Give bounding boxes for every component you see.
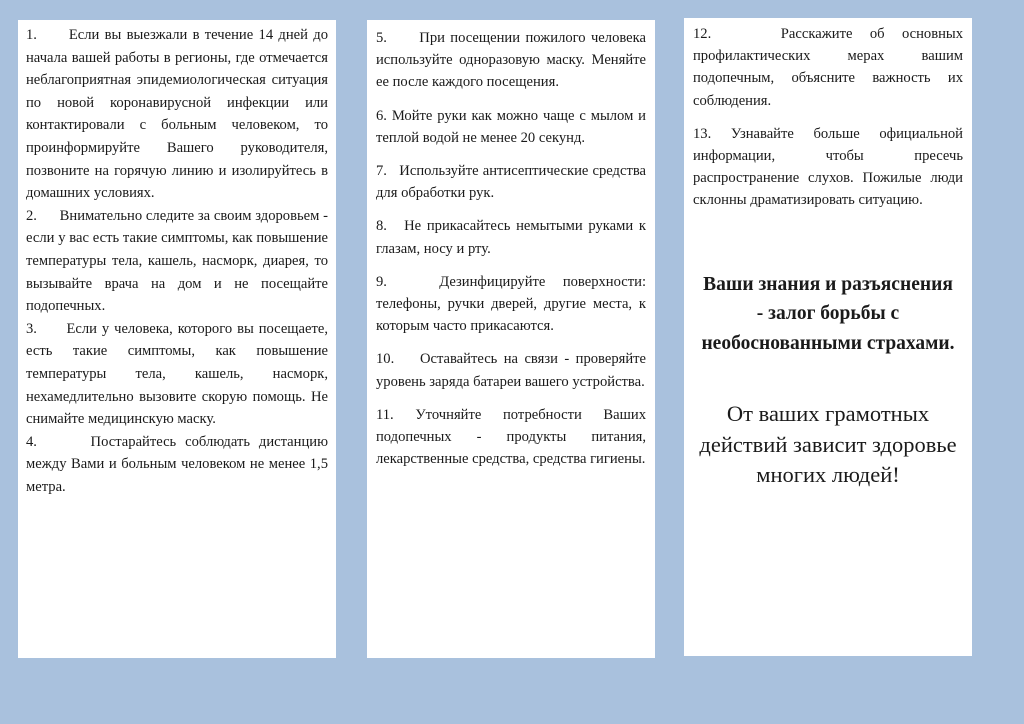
middle-panel <box>367 20 655 658</box>
advice-item-6: 6. Мойте руки как можно чаще с мылом и теплой водой не менее 20 секунд. <box>376 107 646 146</box>
advice-item-3: 3. Если у человека, которого вы посещаете, есть такие симптомы, как повышение температуры тела, кашель, насморк, нехамедлительно вызовите скорую помощь. Не снимайте медицинскую маску. <box>26 320 328 428</box>
slogan-closing: От ваших грамотных действий зависит здоровье многих людей! <box>699 401 957 488</box>
advice-item-2: 2. Внимательно следите за своим здоровьем - если у вас есть такие симптомы, как повышение температуры тела, кашель, насморк, диарея, то вызывайте врача на дом и не посещайте подопечных. <box>26 207 328 315</box>
advice-item-9: 9. Дезинфицируйте поверхности: телефоны, ручки дверей, другие места, к которым часто прикасаются. <box>376 273 646 335</box>
advice-item-7: 7. Используйте антисептические средства для обработки рук. <box>376 163 646 202</box>
advice-item-10: 10. Оставайтесь на связи - проверяйте уровень заряда батареи вашего устройства. <box>376 351 646 390</box>
advice-item-4: 4. Постарайтесь соблюдать дистанцию между Вами и больным человеком не менее 1,5 метра. <box>26 433 328 495</box>
advice-item-8: 8. Не прикасайтесь немытыми руками к глазам, носу и рту. <box>376 218 646 257</box>
advice-item-1: 1. Если вы выезжали в течение 14 дней до начала вашей работы в регионы, где отмечается неблагоприятная эпидемиологическая ситуация по новой коронавирусной инфекции или контактировали с больным человеком, то проинформируйте Вашего руководителя, позвоните на горячую линию и изолируйтесь в домашних условиях. <box>26 27 328 202</box>
advice-item-11: 11. Уточняйте потребности Ваших подопечных - продукты питания, лекарственные средства, средства гигиены. <box>376 406 646 468</box>
advice-item-5: 5. При посещении пожилого человека используйте одноразовую маску. Меняйте ее после каждого посещения. <box>376 30 646 91</box>
right-panel <box>684 18 972 656</box>
advice-item-13: 13. Узнавайте больше официальной информации, чтобы пресечь распространение слухов. Пожилые люди склонны драматизировать ситуацию. <box>693 125 963 209</box>
advice-item-12: 12. Расскажите об основных профилактических мерах вашим подопечным, объясните важность их соблюдения. <box>693 26 963 109</box>
slogan-bold: Ваши знания и разъяснения - залог борьбы с необоснованными страхами. <box>701 273 955 354</box>
left-panel <box>18 20 336 658</box>
